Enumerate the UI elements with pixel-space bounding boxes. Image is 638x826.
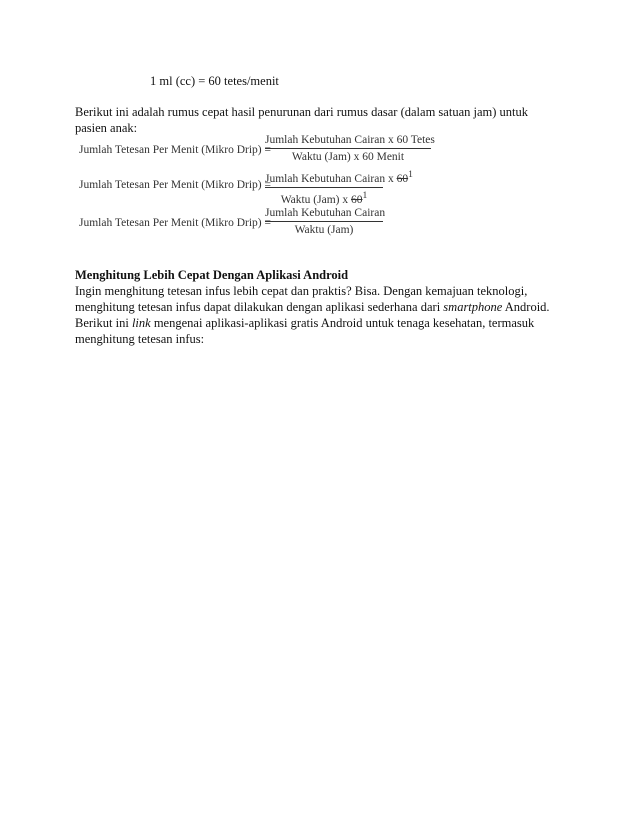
formula-2-fraction [265, 169, 413, 206]
body-line-3 [75, 315, 534, 331]
formula-1-numerator: Jumlah Kebutuhan Cairan x 60 Tetes [265, 134, 431, 149]
body-line-2 [75, 299, 550, 315]
body-line-3-end: mengenai aplikasi-aplikasi gratis Android untuk tenaga kesehatan, termasuk [150, 316, 535, 330]
body-line-1: Ingin menghitung tetesan infus lebih cepat dan praktis? Bisa. Dengan kemajuan teknologi, [75, 284, 528, 298]
formula-1-denominator: Waktu (Jam) x 60 Menit [291, 151, 405, 163]
formula-2-numerator-sup: 1 [408, 169, 413, 180]
formula-3-denominator: Waktu (Jam) [294, 224, 354, 236]
conversion-note: 1 ml (cc) = 60 tetes/menit [150, 74, 279, 88]
formula-2-denominator-text: Waktu (Jam) x [280, 193, 351, 206]
formula-3 [75, 207, 495, 241]
formula-2-denominator-struck: 60 [351, 193, 363, 206]
body-line-2-end: Android. [502, 300, 550, 314]
body-line-3-text: Berikut ini [75, 316, 132, 330]
body-line-2-text: menghitung tetesan infus dapat dilakukan dengan aplikasi sederhana dari [75, 300, 444, 314]
formula-3-numerator: Jumlah Kebutuhan Cairan [265, 207, 383, 222]
smartphone-term: smartphone [443, 300, 503, 314]
formula-2-numerator-text: Jumlah Kebutuhan Cairan x [265, 172, 397, 185]
formula-2-denominator-sup: 1 [362, 189, 368, 201]
link-term: link [131, 316, 151, 330]
formula-2-denominator [265, 188, 383, 206]
formula-2-numerator [265, 169, 413, 188]
formula-1 [75, 134, 495, 168]
section-heading: Menghitung Lebih Cepat Dengan Aplikasi Android [75, 268, 349, 282]
intro-line-1: Berikut ini adalah rumus cepat hasil penurunan dari rumus dasar (dalam satuan jam) untuk [75, 105, 528, 119]
formula-2 [75, 169, 495, 206]
formula-1-fraction [265, 134, 435, 163]
formula-2-lhs: Jumlah Tetesan Per Menit (Mikro Drip) = [79, 179, 271, 191]
formula-3-lhs: Jumlah Tetesan Per Menit (Mikro Drip) = [79, 217, 271, 229]
body-line-4: menghitung tetesan infus: [75, 332, 205, 346]
formula-2-numerator-struck: 60 [396, 172, 409, 185]
formula-3-fraction [265, 207, 386, 236]
intro-line-2: pasien anak: [75, 121, 138, 135]
formula-1-lhs: Jumlah Tetesan Per Menit (Mikro Drip) = [79, 144, 271, 156]
